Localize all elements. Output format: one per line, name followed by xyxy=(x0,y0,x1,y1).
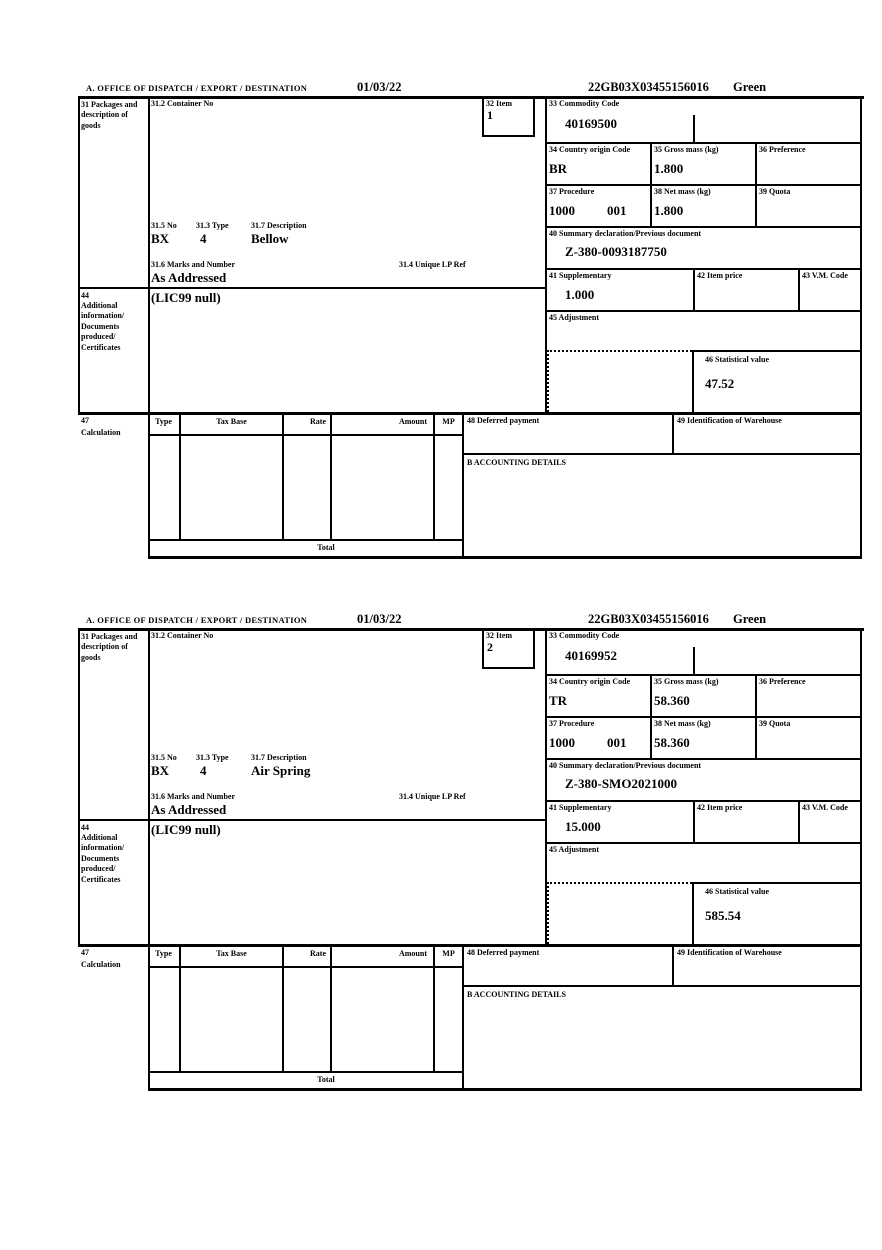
calc-col-divider xyxy=(282,412,284,539)
deferred-warehouse-divider xyxy=(672,412,674,453)
origin-code-value: BR xyxy=(549,161,568,176)
warehouse-label: 49 Identification of Warehouse xyxy=(677,948,782,957)
preference-label: 36 Preference xyxy=(759,145,806,154)
item-box-left xyxy=(482,96,484,135)
item-number: 2 xyxy=(487,640,493,654)
statistical-value: 47.52 xyxy=(705,376,735,391)
origin-code-label: 34 Country origin Code xyxy=(549,677,631,686)
col-divider xyxy=(798,268,800,310)
row-line xyxy=(545,268,862,270)
description-value: Air Spring xyxy=(251,763,311,778)
label-column-divider xyxy=(148,96,150,558)
container-no-label: 31.2 Container No xyxy=(151,99,214,108)
status-badge: Green xyxy=(733,80,767,94)
item-price-label: 42 Item price xyxy=(697,271,743,280)
supplementary-value: 1.000 xyxy=(565,287,595,302)
col-tax-base-header: Tax Base xyxy=(216,417,247,426)
row-line xyxy=(545,842,862,844)
accounting-top-line xyxy=(462,453,862,455)
item-number: 1 xyxy=(487,108,493,122)
commodity-code-value: 40169500 xyxy=(565,116,617,131)
calc-body-line xyxy=(148,1071,464,1073)
description-value: Bellow xyxy=(251,231,289,246)
lp-ref-label: 31.4 Unique LP Ref xyxy=(399,260,466,269)
declaration-reference: 22GB03X03455156016 xyxy=(588,612,709,626)
description-label: 31.7 Description xyxy=(251,753,307,762)
procedure-value-2: 001 xyxy=(607,203,627,218)
vm-code-label: 43 V.M. Code xyxy=(802,803,848,812)
total-label: Total xyxy=(317,543,335,552)
row-line xyxy=(545,184,862,186)
col-mp-header: MP xyxy=(442,949,455,958)
row-line xyxy=(545,310,862,312)
row-line xyxy=(545,674,862,676)
col-mp-header: MP xyxy=(442,417,455,426)
row-line xyxy=(545,226,862,228)
deferred-payment-label: 48 Deferred payment xyxy=(467,416,540,425)
calc-col-divider xyxy=(433,944,435,1071)
additional-info-value: (LIC99 null) xyxy=(151,822,221,837)
deferred-warehouse-divider xyxy=(672,944,674,985)
calc-header-line xyxy=(148,966,464,968)
col-amount-header: Amount xyxy=(398,949,427,958)
item-price-label: 42 Item price xyxy=(697,803,743,812)
calculation-number: 47 xyxy=(81,416,89,425)
package-type-label: 31.3 Type xyxy=(196,221,229,230)
additional-info-label: Additional information/ Documents produced/ Certificates xyxy=(81,833,125,884)
dispatch-date: 01/03/22 xyxy=(357,80,402,94)
col-divider xyxy=(693,268,695,310)
item-box-right xyxy=(533,96,535,135)
summary-declaration-value: Z-380-0093187750 xyxy=(565,244,667,259)
col-type-header: Type xyxy=(155,417,172,426)
col-divider xyxy=(650,142,652,226)
col-divider xyxy=(650,674,652,758)
gross-mass-label: 35 Gross mass (kg) xyxy=(654,145,719,154)
col-amount-header: Amount xyxy=(398,417,427,426)
col-type-header: Type xyxy=(155,949,172,958)
package-type-value: 4 xyxy=(200,763,207,778)
calculation-label: Calculation xyxy=(81,428,121,437)
calculation-label: Calculation xyxy=(81,960,121,969)
adjustment-label: 45 Adjustment xyxy=(549,313,600,322)
calc-col-divider xyxy=(330,412,332,539)
stat-value-left xyxy=(692,882,694,944)
bottom-border xyxy=(148,1088,862,1091)
gross-mass-value: 58.360 xyxy=(654,693,690,708)
package-no-label: 31.5 No xyxy=(151,753,177,762)
packages-label: 31 Packages and description of goods xyxy=(81,100,138,130)
accounting-details-label: B ACCOUNTING DETAILS xyxy=(467,458,566,467)
summary-declaration-label: 40 Summary declaration/Previous document xyxy=(549,229,702,238)
marks-label: 31.6 Marks and Number xyxy=(151,792,236,801)
commodity-code-label: 33 Commodity Code xyxy=(549,631,620,640)
commodity-code-label: 33 Commodity Code xyxy=(549,99,620,108)
procedure-value-1: 1000 xyxy=(549,735,575,750)
summary-declaration-value: Z-380-SMO2021000 xyxy=(565,776,677,791)
row-line xyxy=(545,758,862,760)
description-label: 31.7 Description xyxy=(251,221,307,230)
package-no-label: 31.5 No xyxy=(151,221,177,230)
total-label: Total xyxy=(317,1075,335,1084)
left-border xyxy=(78,96,80,412)
calc-col-divider xyxy=(330,944,332,1071)
accounting-top-line xyxy=(462,985,862,987)
commodity-divider xyxy=(693,647,695,674)
deferred-payment-label: 48 Deferred payment xyxy=(467,948,540,957)
item-box-left xyxy=(482,628,484,667)
package-no-value: BX xyxy=(151,231,170,246)
net-mass-value: 58.360 xyxy=(654,735,690,750)
quota-label: 39 Quota xyxy=(759,719,791,728)
package-no-value: BX xyxy=(151,763,170,778)
status-badge: Green xyxy=(733,612,767,626)
calc-header-line xyxy=(148,434,464,436)
statistical-value-label: 46 Statistical value xyxy=(705,355,769,364)
col-rate-header: Rate xyxy=(310,417,326,426)
package-type-label: 31.3 Type xyxy=(196,753,229,762)
col-tax-base-header: Tax Base xyxy=(216,949,247,958)
lp-ref-label: 31.4 Unique LP Ref xyxy=(399,792,466,801)
calc-body-line xyxy=(148,539,464,541)
procedure-value-2: 001 xyxy=(607,735,627,750)
supplementary-label: 41 Supplementary xyxy=(549,803,612,812)
col-divider xyxy=(693,800,695,842)
net-mass-value: 1.800 xyxy=(654,203,684,218)
dispatch-date: 01/03/22 xyxy=(357,612,402,626)
dotted-line-horizontal xyxy=(547,882,692,884)
item-box-bottom xyxy=(482,135,535,137)
row-line xyxy=(78,287,547,289)
supplementary-value: 15.000 xyxy=(565,819,601,834)
marks-value: As Addressed xyxy=(151,802,227,817)
net-mass-label: 38 Net mass (kg) xyxy=(654,187,711,196)
item-box-right xyxy=(533,628,535,667)
dotted-line-horizontal xyxy=(547,350,692,352)
left-border xyxy=(78,628,80,944)
row-line xyxy=(545,800,862,802)
right-border xyxy=(860,96,862,558)
adjustment-label: 45 Adjustment xyxy=(549,845,600,854)
row-line xyxy=(545,716,862,718)
item-box-bottom xyxy=(482,667,535,669)
vm-code-label: 43 V.M. Code xyxy=(802,271,848,280)
marks-value: As Addressed xyxy=(151,270,227,285)
declaration-reference: 22GB03X03455156016 xyxy=(588,80,709,94)
dotted-line-vertical xyxy=(547,350,549,412)
origin-code-label: 34 Country origin Code xyxy=(549,145,631,154)
gross-mass-label: 35 Gross mass (kg) xyxy=(654,677,719,686)
stat-value-top xyxy=(692,350,862,352)
calc-col-divider xyxy=(179,944,181,1071)
stat-value-left xyxy=(692,350,694,412)
item-label: 32 Item xyxy=(486,631,512,640)
gross-mass-value: 1.800 xyxy=(654,161,684,176)
calc-top-border xyxy=(78,412,862,415)
stat-value-top xyxy=(692,882,862,884)
net-mass-label: 38 Net mass (kg) xyxy=(654,719,711,728)
right-border xyxy=(860,628,862,1090)
calculation-number: 47 xyxy=(81,948,89,957)
additional-info-number: 44 xyxy=(81,823,89,832)
warehouse-label: 49 Identification of Warehouse xyxy=(677,416,782,425)
origin-code-value: TR xyxy=(549,693,568,708)
calc-col-divider xyxy=(179,412,181,539)
bottom-border xyxy=(148,556,862,559)
commodity-divider xyxy=(693,115,695,142)
additional-info-value: (LIC99 null) xyxy=(151,290,221,305)
dotted-line-vertical xyxy=(547,882,549,944)
additional-info-number: 44 xyxy=(81,291,89,300)
commodity-code-value: 40169952 xyxy=(565,648,617,663)
calc-top-border xyxy=(78,944,862,947)
col-divider xyxy=(755,142,757,226)
package-type-value: 4 xyxy=(200,231,207,246)
office-of-dispatch-label: A. OFFICE OF DISPATCH / EXPORT / DESTINATION xyxy=(86,615,308,625)
statistical-value-label: 46 Statistical value xyxy=(705,887,769,896)
accounting-details-label: B ACCOUNTING DETAILS xyxy=(467,990,566,999)
office-of-dispatch-label: A. OFFICE OF DISPATCH / EXPORT / DESTINATION xyxy=(86,83,308,93)
col-divider xyxy=(755,674,757,758)
supplementary-label: 41 Supplementary xyxy=(549,271,612,280)
statistical-value: 585.54 xyxy=(705,908,741,923)
summary-declaration-label: 40 Summary declaration/Previous document xyxy=(549,761,702,770)
row-line xyxy=(545,142,862,144)
calc-col-divider xyxy=(282,944,284,1071)
container-no-label: 31.2 Container No xyxy=(151,631,214,640)
packages-label: 31 Packages and description of goods xyxy=(81,632,138,662)
item-label: 32 Item xyxy=(486,99,512,108)
quota-label: 39 Quota xyxy=(759,187,791,196)
col-divider xyxy=(798,800,800,842)
label-column-divider xyxy=(148,628,150,1090)
calc-col-divider xyxy=(433,412,435,539)
col-rate-header: Rate xyxy=(310,949,326,958)
procedure-value-1: 1000 xyxy=(549,203,575,218)
row-line xyxy=(78,819,547,821)
declaration-item-block xyxy=(0,612,882,1094)
procedure-label: 37 Procedure xyxy=(549,719,595,728)
declaration-item-block xyxy=(0,80,882,562)
marks-label: 31.6 Marks and Number xyxy=(151,260,236,269)
procedure-label: 37 Procedure xyxy=(549,187,595,196)
additional-info-label: Additional information/ Documents produced/ Certificates xyxy=(81,301,125,352)
preference-label: 36 Preference xyxy=(759,677,806,686)
